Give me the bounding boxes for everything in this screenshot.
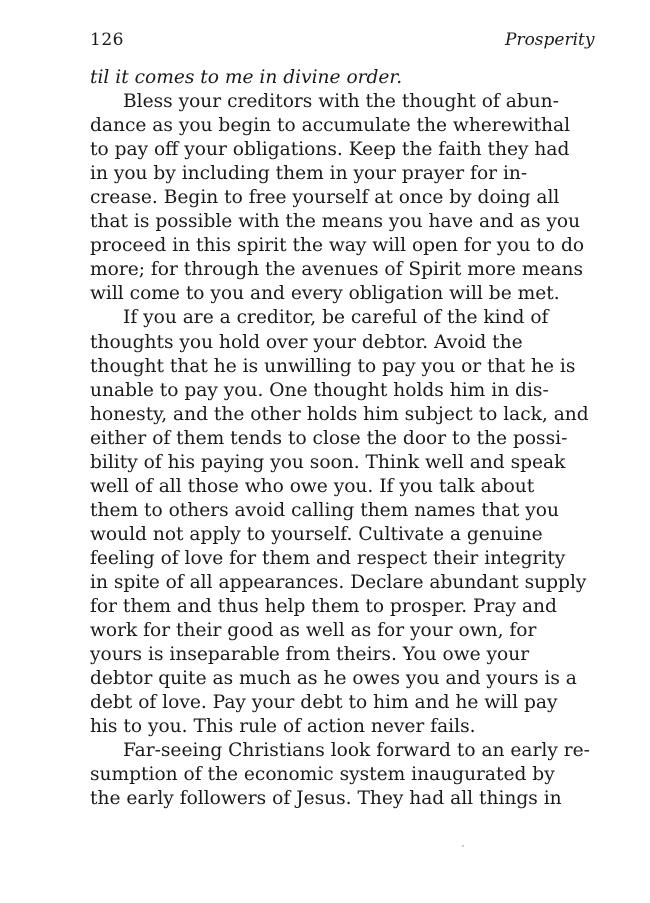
running-head: Prosperity — [505, 30, 595, 50]
text-line: would not apply to yourself. Cultivate a genuine — [90, 523, 543, 545]
text-line: Far-seeing Christians look forward to an early re- — [123, 740, 590, 762]
text-line: them to others avoid calling them names that you — [90, 499, 559, 521]
text-line: in spite of all appearances. Declare abundant supply — [90, 571, 587, 593]
text-line: his to you. This rule of action never fails. — [90, 716, 476, 738]
text-line: debtor quite as much as he owes you and yours is a — [90, 668, 577, 690]
text-line: debt of love. Pay your debt to him and he will pay — [90, 692, 558, 714]
text-line: feeling of love for them and respect their integrity — [90, 547, 566, 569]
text-line: bility of his paying you soon. Think well and speak — [90, 451, 566, 473]
text-line: yours is inseparable from theirs. You owe your — [90, 644, 530, 666]
text-line: either of them tends to close the door to the possi- — [90, 427, 568, 449]
page-mark — [462, 845, 464, 847]
text-line: the early followers of Jesus. They had all things in — [90, 788, 562, 810]
text-line: more; for through the avenues of Spirit more means — [90, 259, 584, 281]
text-line: dance as you begin to accumulate the wherewithal — [90, 115, 571, 137]
text-line: honesty, and the other holds him subject to lack, and — [90, 403, 589, 425]
text-line: thought that he is unwilling to pay you or that he is — [90, 355, 576, 377]
text-line: to pay off your obligations. Keep the faith they had — [90, 139, 570, 161]
text-line: unable to pay you. One thought holds him in dis- — [90, 379, 549, 401]
text-line: If you are a creditor, be careful of the kind of — [123, 307, 549, 329]
text-line: that is possible with the means you have and as you — [90, 211, 581, 233]
text-line: will come to you and every obligation will be met. — [90, 283, 560, 305]
text-line: Bless your creditors with the thought of abun- — [123, 91, 559, 113]
text-line: work for their good as well as for your own, for — [90, 620, 537, 642]
page-number: 126 — [90, 30, 124, 50]
text-line: for them and thus help them to prosper. Pray and — [90, 596, 557, 618]
text-line: in you by including them in your prayer for in- — [90, 163, 528, 185]
body-text — [90, 66, 650, 811]
text-line: well of all those who owe you. If you talk about — [90, 475, 535, 497]
text-line: sumption of the economic system inaugurated by — [90, 764, 555, 786]
text-line: proceed in this spirit the way will open for you to do — [90, 235, 585, 257]
text-line: thoughts you hold over your debtor. Avoid the — [90, 331, 523, 353]
text-line: crease. Begin to free yourself at once by doing all — [90, 187, 560, 209]
text-line: til it comes to me in divine order. — [90, 67, 403, 88]
